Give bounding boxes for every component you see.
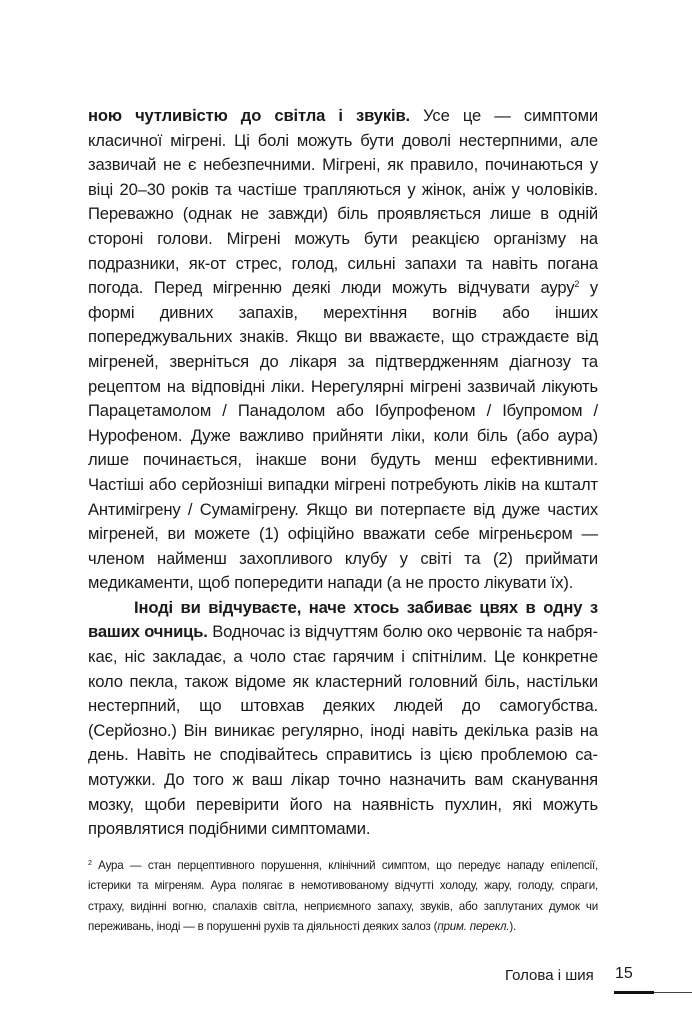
footer-rule-thick [614,991,654,994]
footnote-text: Аура — стан перцептивного порушення, клінічний симптом, що передує нападу епілепсії, істерики та мігреням. Аура полягає в немотивованому відчутті холоду, жару, голоду, спраги, страху, видінні вогню, спалахів світла, неприємного запаху, звуків, або заплутаних думок чи переживань, іноді — в порушенні рухів та діяльності деяких залоз ( [88,859,598,933]
translator-note: прим. перекл. [437,919,510,933]
bold-lead: Іноді ви відчуваєте, наче хтось забиває цвях в одну з ваших очниць. [88,597,598,642]
footnote-closing: ). [509,919,517,933]
paragraph-text: Водночас із відчуттям болю око червоніє та набрякає, ніс закладає, а чоло стає гарячим і спітнілим. Це конкретне коло пекла, також відоме як кластерний головний біль, настільки нестерпний, що штовхав деяких людей до самогубства. (Серйозно.) Він виникає регулярно, іноді навіть декілька разів на день. Навіть не сподівайтесь справитись із цією проблемою самотужки. До того ж ваш лікар точно назначить вам сканування мозку, щоби перевірити його на наявність пухлин, які можуть проявлятися подібними симптомами. [88,622,598,839]
running-title: Голова і шия [505,967,594,984]
page-number: 15 [615,965,633,982]
footnote-reference[interactable]: 2 [574,279,580,290]
footnote-marker: 2 [88,860,92,867]
footer-rule-thin [654,992,692,993]
paragraph-text: у формі дивних запахів, мерехтіння вогнів або інших попереджувальних знаків. Якщо ви вважаєте, що страждаєте від мігреней, зверніться до лікаря за підтвердженням діагнозу та рецептом на відповідні ліки. Нерегулярні мігрені зазвичай лікують Парацетамолом / Панадолом або Ібупрофеном / Ібупромом / Нурофеном. Дуже важливо прийняти ліки, коли біль (або аура) лише починається, інакше вони будуть менш ефективними. Частіші або серйозніші випадки мігрені потребують ліків на кшталт Антимігрену / Сумамігрену. Якщо ви потерпаєте від дуже частих мігреней, ви можете (1) офіційно вважати себе мігреньєром — членом найменш захопливого клубу у світі та (2) приймати медикаменти, щоб попередити напади (а не просто лікувати їх). [88,278,599,593]
paragraph-cluster-headache [88,596,598,842]
footnote [88,856,598,937]
paragraph-migraine [88,104,598,596]
bold-lead: ною чутливістю до світла і звуків. [88,106,410,125]
paragraph-text: Усе це — симптоми класичної мігрені. Ці болі можуть бути доволі нестерпними, але зазвичай не є небезпечними. Мігрені, як правило, починаються у віці 20–30 років та частіше трапляються у жінок, аніж у чоловіків. Переважно (однак не завжди) біль проявляється лише в одній стороні голови. Мігрені можуть бути реакцією організму на подразники, як-от стрес, голод, сильні запахи та навіть погана погода. Перед мігренню деякі люди можуть відчувати ауру [88,106,598,298]
main-text [88,104,598,842]
